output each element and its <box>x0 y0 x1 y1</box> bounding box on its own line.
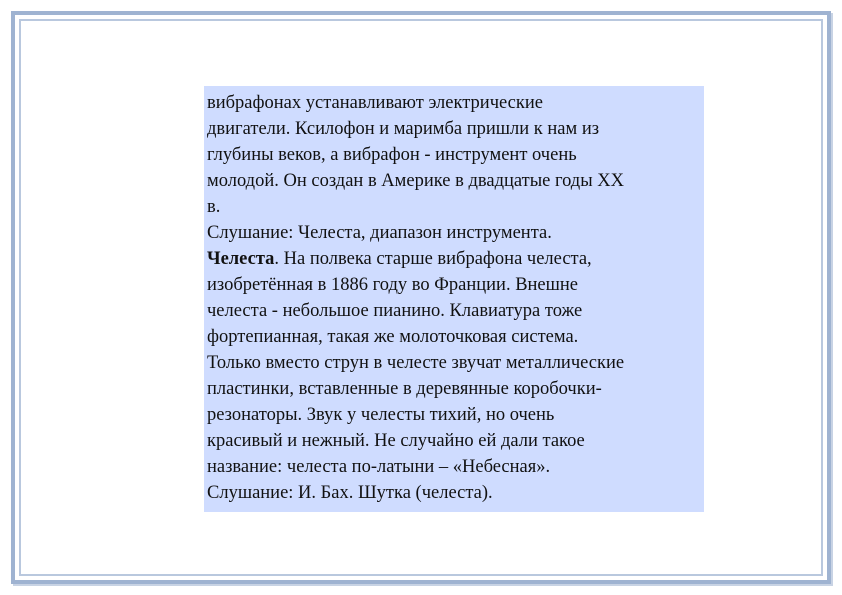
text-line-10: фортепианная, такая же молоточковая система. <box>207 327 579 347</box>
text-line-5: в. <box>207 197 221 217</box>
celesta-line-rest: . На полвека старше вибрафона челеста, <box>274 249 592 269</box>
text-line-13: резонаторы. Звук у челесты тихий, но очень <box>207 405 555 425</box>
text-line-11: Только вместо струн в челесте звучат металлические <box>207 353 625 373</box>
text-box <box>204 86 704 512</box>
text-line-1: вибрафонах устанавливают электрические <box>207 93 543 113</box>
text-line-9: челеста - небольшое пианино. Клавиатура тоже <box>207 301 583 321</box>
celesta-term: Челеста <box>207 249 275 269</box>
text-line-12: пластинки, вставленные в деревянные коробочки- <box>207 379 602 399</box>
text-line-15: название: челеста по-латыни – «Небесная». <box>207 457 551 477</box>
text-line-7 <box>207 246 704 272</box>
text-line-2: двигатели. Ксилофон и маримба пришли к нам из <box>207 119 600 139</box>
text-line-16: Слушание: И. Бах. Шутка (челеста). <box>207 483 493 503</box>
text-line-3: глубины веков, а вибрафон - инструмент очень <box>207 145 577 165</box>
text-line-4: молодой. Он создан в Америке в двадцатые годы XX <box>207 171 624 191</box>
text-line-6: Слушание: Челеста, диапазон инструмента. <box>207 223 552 243</box>
text-line-8: изобретённая в 1886 году во Франции. Внешне <box>207 275 579 295</box>
text-line-14: красивый и нежный. Не случайно ей дали такое <box>207 431 585 451</box>
